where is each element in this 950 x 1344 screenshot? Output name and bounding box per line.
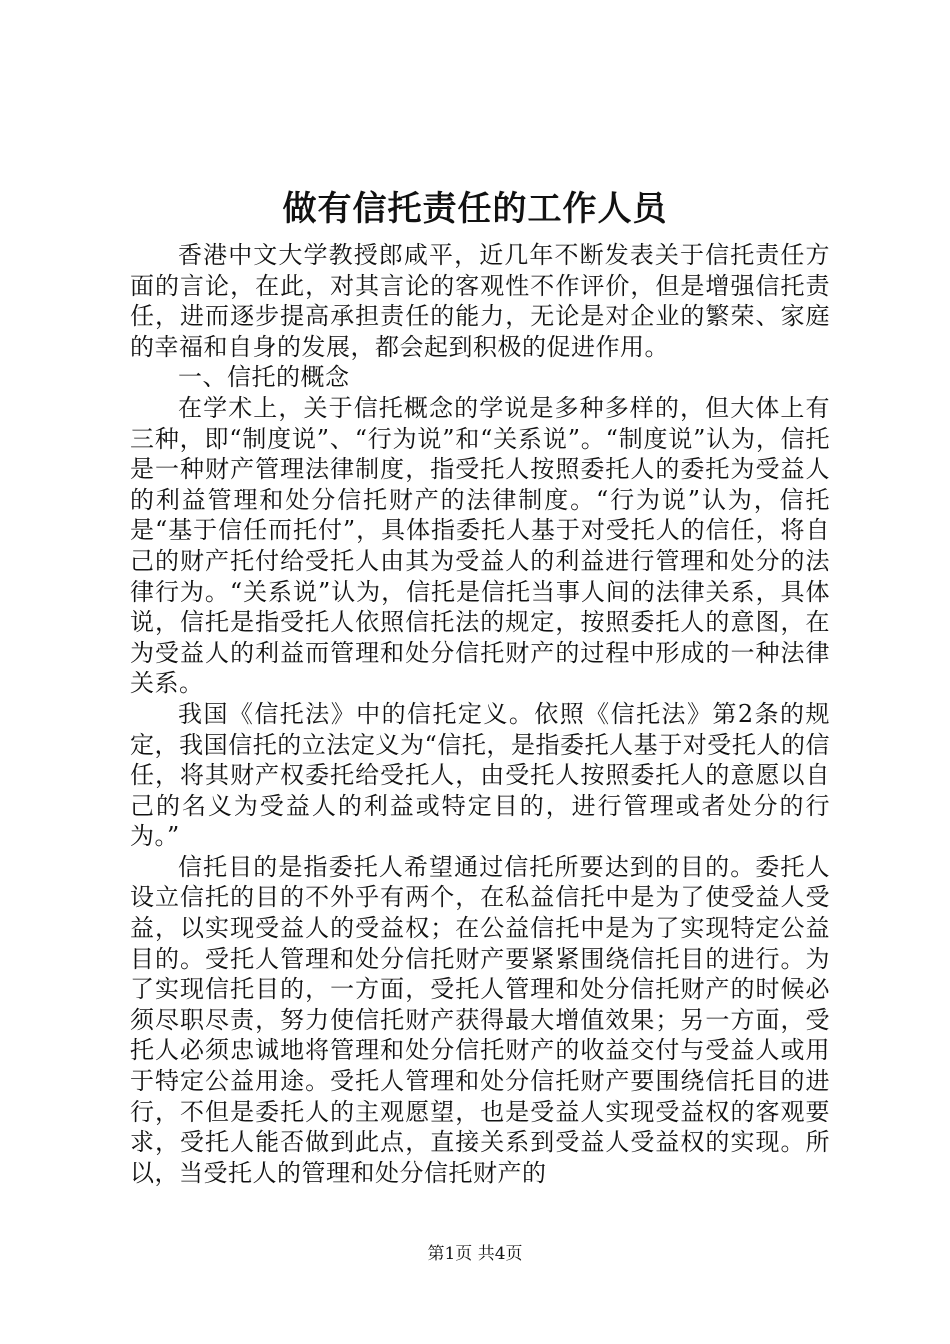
paragraph-academic-theories: 在学术上，关于信托概念的学说是多种多样的，但大体上有三种，即“制度说”、“行为说”和“关系说”。“制度说”认为，信托是一种财产管理法律制度，指受托人按照委托人的委托为受益人的利益管理和处分信托财产的法律制度。“行为说”认为，信托是“基于信任而托付”，具体指委托人基于对受托人的信任，将自己的财产托付给受托人由其为受益人的利益进行管理和处分的法律行为。“关系说”认为，信托是信托当事人间的法律关系，具体说，信托是指受托人依照信托法的规定，按照委托人的意图，在为受益人的利益而管理和处分信托财产的过程中形成的一种法律关系。 — [130, 393, 830, 698]
paragraph-intro: 香港中文大学教授郎咸平，近几年不断发表关于信托责任方面的言论，在此，对其言论的客观性不作评价，但是增强信托责任，进而逐步提高承担责任的能力，无论是对企业的繁荣、家庭的幸福和自身的发展，都会起到积极的促进作用。 — [130, 241, 830, 361]
page-footer: 第1页 共4页 — [427, 1244, 523, 1264]
paragraph-trust-purpose: 信托目的是指委托人希望通过信托所要达到的目的。委托人设立信托的目的不外乎有两个，在私益信托中是为了使受益人受益，以实现受益人的受益权；在公益信托中是为了实现特定公益目的。受托人管理和处分信托财产要紧紧围绕信托目的进行。为了实现信托目的，一方面，受托人管理和处分信托财产的时候必须尽职尽责，努力使信托财产获得最大增值效果；另一方面，受托人必须忠诚地将管理和处分信托财产的收益交付与受益人或用于特定公益用途。受托人管理和处分信托财产要围绕信托目的进行，不但是委托人的主观愿望，也是受益人实现受益权的客观要求，受托人能否做到此点，直接关系到受益人受益权的实现。所以，当受托人的管理和处分信托财产的 — [130, 852, 830, 1187]
document-body — [130, 240, 830, 1188]
section-heading-trust-concept: 一、信托的概念 — [178, 363, 350, 392]
paragraph-trust-law-definition: 我国《信托法》中的信托定义。依照《信托法》第2条的规定，我国信托的立法定义为“信托，是指委托人基于对受托人的信任，将其财产权委托给受托人，由受托人按照委托人的意愿以自己的名义为受益人的利益或特定目的，进行管理或者处分的行为。” — [130, 699, 830, 851]
document-title: 做有信托责任的工作人员 — [282, 189, 668, 229]
